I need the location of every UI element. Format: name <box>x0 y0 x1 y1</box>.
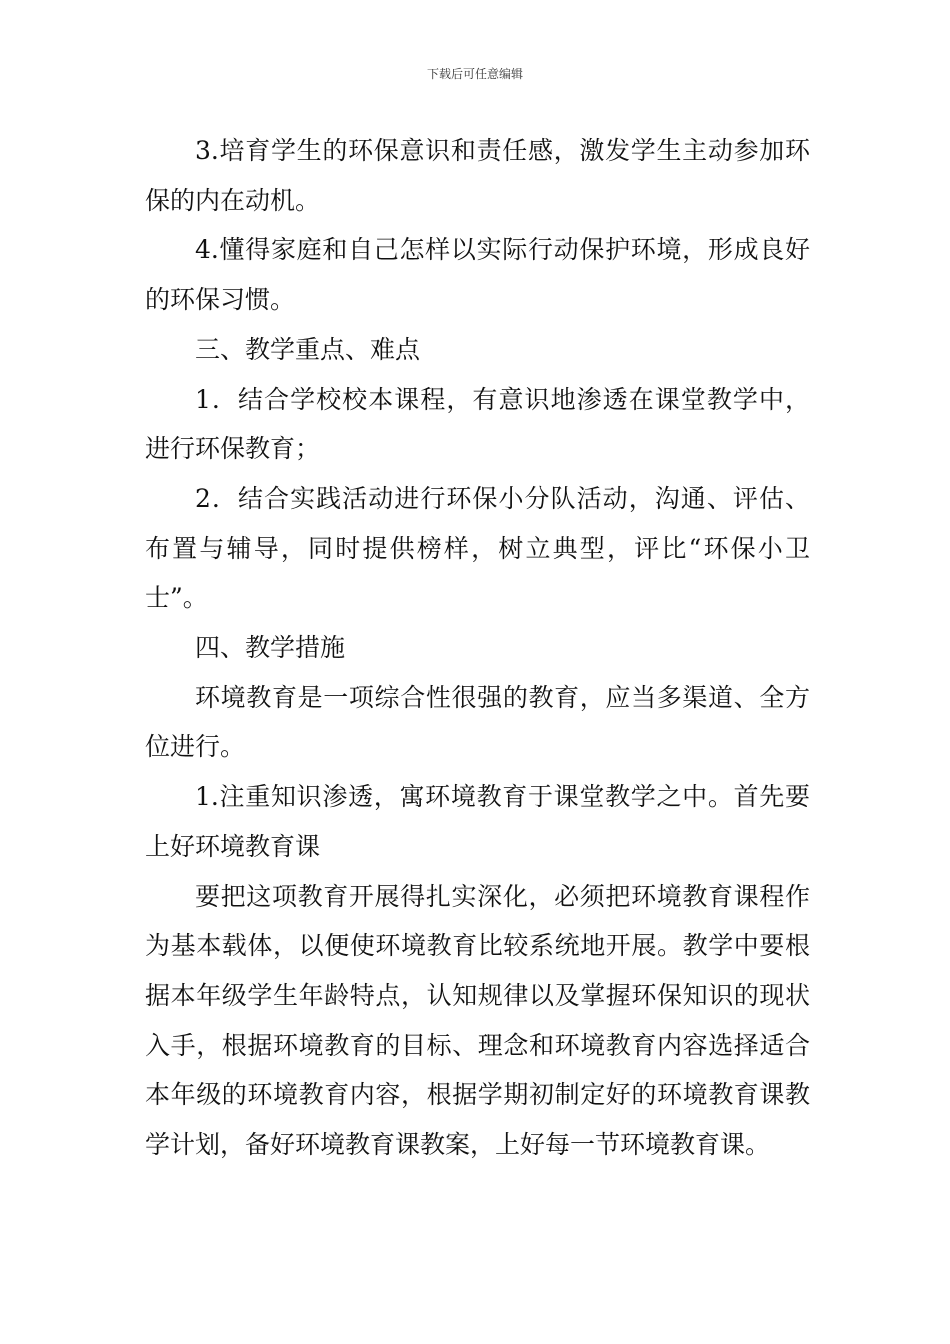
paragraph-goal-3: 3.培育学生的环保意识和责任感，激发学生主动参加环保的内在动机。 <box>145 136 810 215</box>
document-body <box>145 126 810 1170</box>
section-heading-key-points: 三、教学重点、难点 <box>195 334 421 364</box>
paragraph-measure-1: 1.注重知识渗透，寓环境教育于课堂教学之中。首先要上好环境教育课 <box>145 782 810 861</box>
paragraph-key-point-1: 1．结合学校校本课程，有意识地渗透在课堂教学中，进行环保教育； <box>145 384 810 464</box>
paragraph-measures-intro: 环境教育是一项综合性很强的教育，应当多渠道、全方位进行。 <box>145 682 810 762</box>
paragraph-key-point-2: 2．结合实践活动进行环保小分队活动，沟通、评估、布置与辅导，同时提供榜样，树立典型，评比“环保小卫士”。 <box>145 483 810 613</box>
section-heading-measures: 四、教学措施 <box>195 633 346 663</box>
paragraph-goal-4: 4.懂得家庭和自己怎样以实际行动保护环境，形成良好的环保习惯。 <box>145 235 810 315</box>
paragraph-measure-1-detail: 要把这项教育开展得扎实深化，必须把环境教育课程作为基本载体，以便使环境教育比较系统地开展。教学中要根据本年级学生年龄特点，认知规律以及掌握环保知识的现状入手，根据环境教育的目标、理念和环境教育内容选择适合本年级的环境教育内容，根据学期初制定好的环境教育课教学计划，备好环境教育课教案，上好每一节环境教育课。 <box>145 881 810 1160</box>
page-header: 下载后可任意编辑 <box>426 67 523 81</box>
